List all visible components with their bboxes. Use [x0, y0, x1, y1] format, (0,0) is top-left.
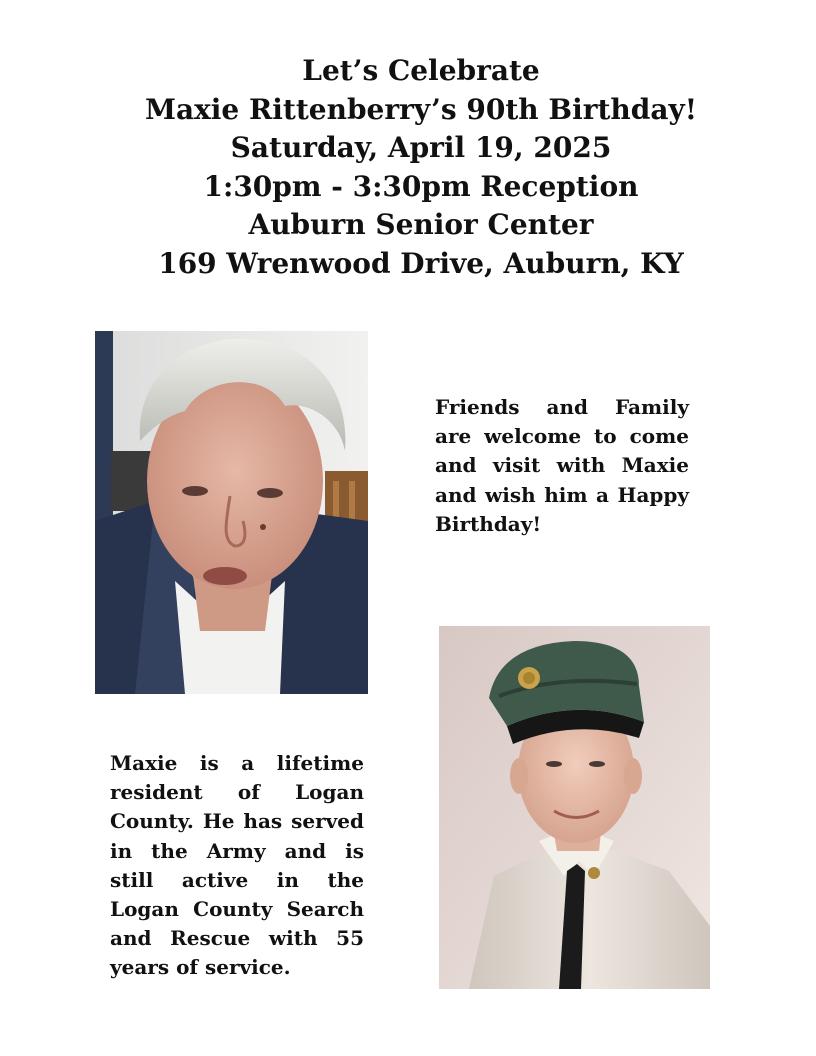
- event-header: [0, 52, 816, 283]
- welcome-paragraph: Friends and Family are welcome to come and visit with Maxie and wish him a Happy Birthday!: [435, 395, 689, 536]
- elder-portrait-photo: [95, 331, 368, 694]
- header-time-line: 1:30pm - 3:30pm Reception: [203, 169, 639, 203]
- header-birthday-line: Maxie Rittenberry’s 90th Birthday!: [144, 92, 698, 126]
- header-address-line: 169 Wrenwood Drive, Auburn, KY: [158, 246, 684, 280]
- header-celebrate-line: Let’s Celebrate: [302, 54, 540, 87]
- header-date-line: Saturday, April 19, 2025: [230, 131, 612, 164]
- biography-paragraph: Maxie is a lifetime resident of Logan County. He has served in the Army and is still active in the Logan County Search and Rescue with 55 years of service.: [110, 751, 364, 980]
- header-venue-line: Auburn Senior Center: [248, 208, 594, 241]
- army-portrait-photo: [439, 626, 710, 989]
